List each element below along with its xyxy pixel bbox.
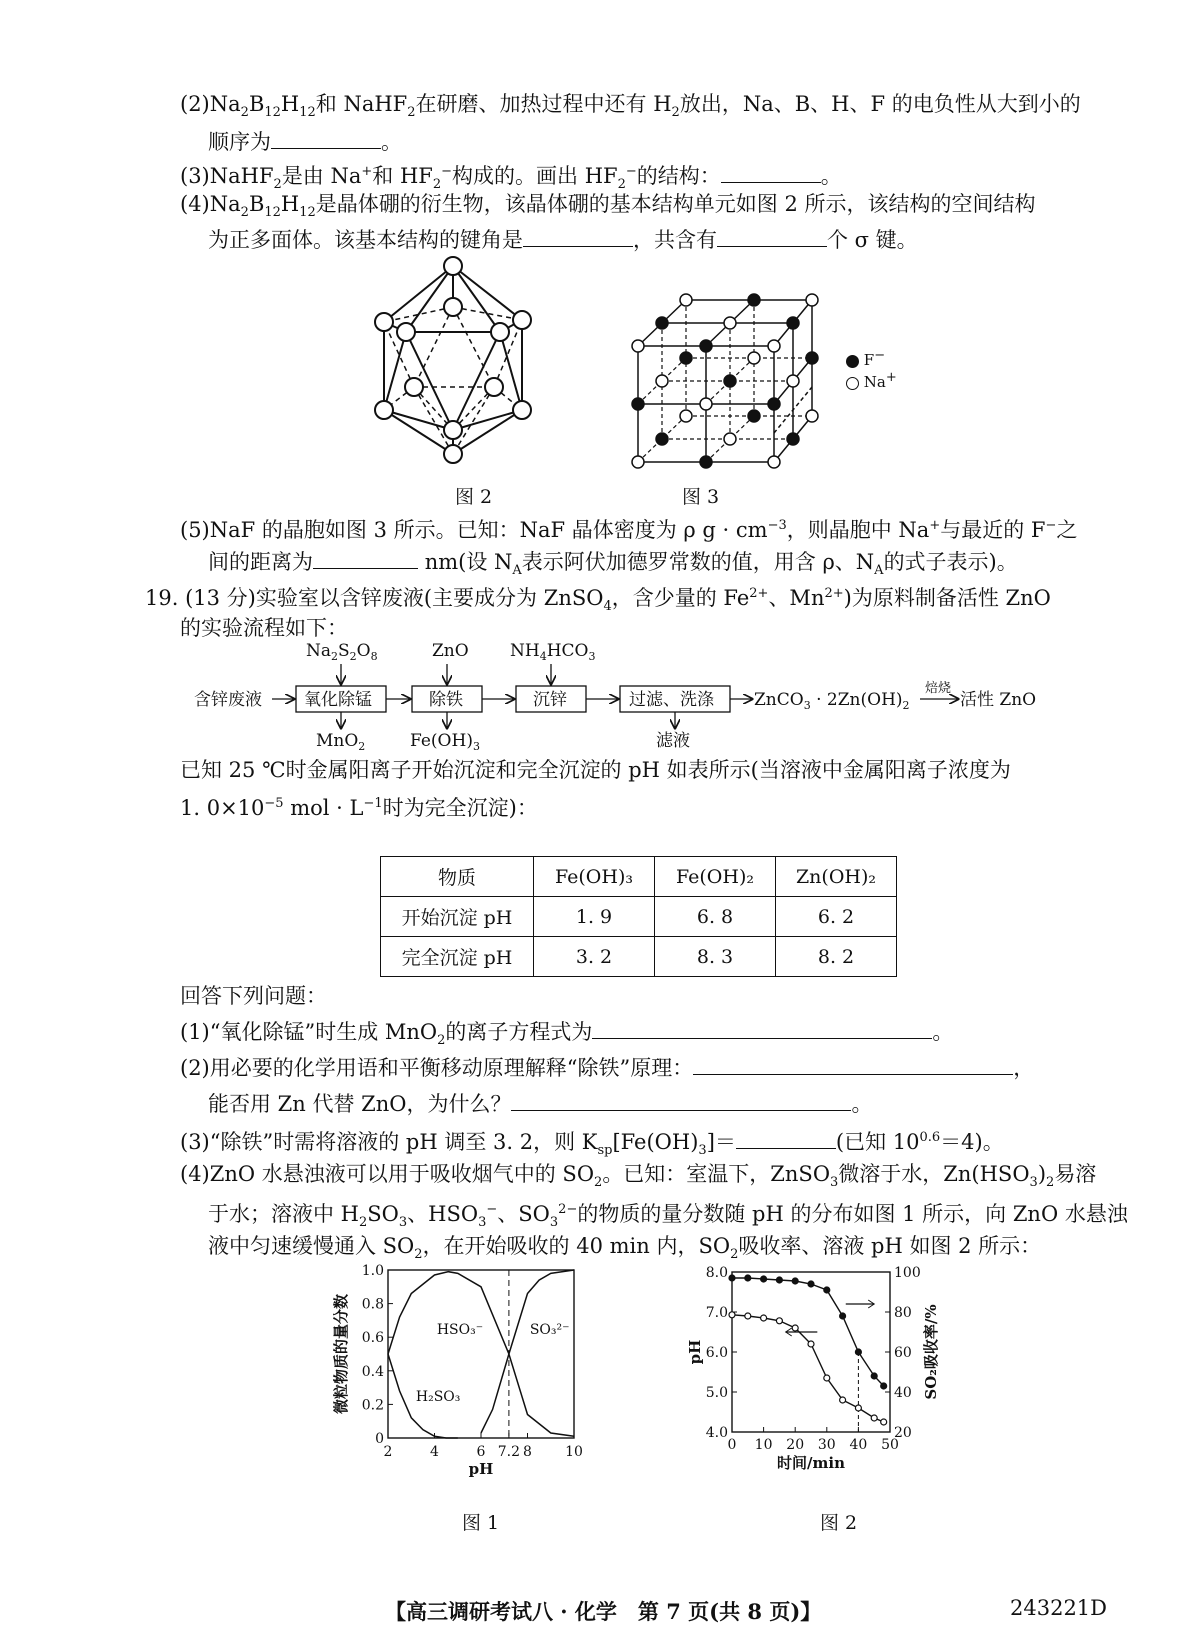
flow-final: 活性 ZnO [960,690,1037,710]
y-tick-label: 4.0 [705,1425,728,1441]
y-tick-label: 0.8 [361,1296,384,1313]
x-tick-label: 40 [849,1437,868,1453]
species-distribution-chart [330,1262,610,1502]
flow-step-zinc: 沉锌 [533,690,567,710]
page-footer-code: 243221D [1010,1596,1108,1620]
flow-roast: 焙烧 [925,681,952,696]
flow-output-1: MnO$_2$ [316,731,366,753]
data-point [745,1275,751,1281]
y-tick-label: 0.2 [361,1397,384,1414]
q18-part4-line2: 为正多面体。该基本结构的键角是 ，共含有 个 σ 键。 [208,224,918,254]
q19-sub2-line2: 能否用 Zn 代替 ZnO，为什么？ 。 [208,1088,872,1118]
x-tick-label: 0 [727,1437,737,1453]
data-point [871,1415,877,1421]
data-point [808,1281,814,1287]
x-axis-label: pH [468,1460,494,1478]
flow-step-oxidize: 氧化除锰 [304,690,372,710]
series-line [388,1272,574,1437]
data-point [792,1325,798,1331]
x-tick-label: 50 [881,1437,899,1453]
x-tick-label: 2 [383,1444,393,1460]
series-annotation: HSO₃⁻ [436,1321,484,1338]
answer-lead: 回答下列问题： [180,984,327,1008]
data-point [729,1275,735,1281]
y-axis-label: 微粒物质的量分数 [332,1293,350,1415]
q19-sub2-line1: (2)用必要的化学用语和平衡移动原理解释“除铁”原理： ， [180,1052,1034,1082]
answer-blank[interactable] [271,126,381,149]
q19-head-line1: 19. (13 分)实验室以含锌废液(主要成分为 ZnSO$_4$，含少量的 $Fe^{2+}$、$Mn^{2+}$)为原料制备活性 ZnO [145,586,1051,615]
x-tick-label: 4 [430,1444,439,1460]
data-point [776,1277,782,1283]
x-axis-label: 时间/min [777,1454,845,1472]
figure-1-caption: 图 1 [462,1512,500,1534]
flow-start: 含锌废液 [194,690,262,710]
series-annotation: H₂SO₃ [415,1389,461,1406]
figure-2-caption: 图 2 [455,486,493,508]
x-tick-label: 10 [754,1437,773,1453]
data-point [729,1312,735,1318]
y2-tick-label: 100 [894,1265,921,1281]
q19-sub4-line1: (4)ZnO 水悬浊液可以用于吸收烟气中的 $SO_2$。已知：室温下，ZnSO$_3$微溶于水，$Zn(HSO_3)_2$易溶 [180,1162,1097,1191]
y2-axis-label: SO₂吸收率/% [922,1304,940,1400]
flow-step-filter: 过滤、洗涤 [629,690,714,710]
flow-product: ZnCO$_3$ · $2Zn(OH)_2$ [754,690,910,712]
q18-part3: (3)NaHF$_2$是由 Na+和 $HF_2^-$构成的。画出 $HF_2^-$的结构： 。 [180,158,842,199]
y2-tick-label: 80 [894,1305,912,1321]
data-point [871,1373,877,1379]
flow-output-2: $Fe(OH)_3$ [410,731,480,753]
answer-blank[interactable] [592,1016,932,1039]
data-point [881,1383,887,1389]
y-tick-label: 8.0 [705,1265,728,1281]
data-point [824,1375,830,1381]
q19-sub4-line2: 于水；溶液中 $H_2SO_3$、$HSO_3^-$、$SO_3^{2-}$的物质的量分数随 pH 的分布如图 1 所示，向 ZnO 水悬浊 [208,1202,1128,1231]
data-point [745,1313,751,1319]
y2-tick-label: 20 [894,1425,912,1441]
figure-3-caption: 图 3 [682,486,720,508]
page-footer-title: 【高三调研考试八 · 化学 第 7 页(共 8 页)】 [385,1599,822,1624]
q19-head-line2: 的实验流程如下： [180,616,348,640]
legend-sodium: Na+ [846,370,897,391]
y-tick-label: 0 [375,1431,384,1447]
data-point [761,1315,767,1321]
series-annotation: SO₃²⁻ [529,1321,570,1338]
q19-known-line1: 已知 25 ℃时金属阳离子开始沉淀和完全沉淀的 pH 如表所示(当溶液中金属阳离子浓度为 [180,758,1011,782]
y-tick-label: 6.0 [705,1345,728,1361]
table-row: 开始沉淀 pH 1. 9 6. 8 6. 2 [381,897,897,937]
y-tick-label: 1.0 [361,1263,384,1279]
plot-frame [388,1270,574,1438]
flow-output-4: 滤液 [656,731,690,751]
flow-input-1: $Na_2S_2O_8$ [306,641,378,663]
data-point [776,1318,782,1324]
y-tick-label: 0.6 [361,1330,384,1347]
x-tick-label: 8 [523,1444,532,1460]
x-tick-label: 30 [817,1437,836,1453]
series-line [481,1270,574,1433]
y-axis-label: pH [686,1339,704,1365]
q18-part2-line2: 顺序为 。 [208,126,402,156]
y2-tick-label: 40 [894,1385,912,1401]
answer-blank[interactable] [736,1126,836,1149]
q18-part2-line1: $(2)Na_2B_{12}H_{12}$和 NaHF$_2$在研磨、加热过程中还有 $H_2$放出，Na、B、H、F 的电负性从大到小的 [180,92,1081,121]
q18-part5-line1: (5)NaF 的晶胞如图 3 所示。已知：NaF 晶体密度为 ρ $g \cdot cm^{-3}$，则晶胞中 Na+与最近的 F−之 [180,518,1078,542]
answer-blank[interactable] [693,1052,1013,1075]
q19-known-line2: 1. $0\times 10^{-5}$ mol · $L^{-1}$时为完全沉淀)： [180,796,538,820]
q19-sub4-line3: 液中匀速缓慢通入 $SO_2$，在开始吸收的 40 min 内，$SO_2$吸收率、溶液 pH 如图 2 所示： [208,1234,1042,1263]
data-point [840,1397,846,1403]
y-tick-label: 0.4 [361,1363,384,1380]
data-point [881,1419,887,1425]
y2-tick-label: 60 [894,1345,912,1361]
flow-input-3: $NH_4HCO_3$ [510,641,596,663]
data-point [824,1287,830,1293]
figure-2b-caption: 图 2 [820,1512,858,1534]
q18-part4-line1: $(4)Na_2B_{12}H_{12}$是晶体硼的衍生物，该晶体硼的基本结构单元如图 2 所示，该结构的空间结构 [180,192,1036,221]
q18-part5-line2: 间的距离为 nm(设 $N_A$表示阿伏加德罗常数的值，用含 ρ、$N_A$的式子表示)。 [208,546,1018,585]
table-header-row: 物质 Fe(OH)₃ Fe(OH)₂ Zn(OH)₂ [381,857,897,897]
answer-blank[interactable] [717,224,827,247]
plot-frame [732,1272,890,1432]
legend-fluoride: F− [846,348,885,369]
x-tick-label: 20 [786,1437,805,1453]
icosahedron-figure [370,252,570,472]
answer-blank[interactable] [511,1088,851,1111]
y-tick-label: 7.0 [705,1305,728,1321]
naf-unit-cell-figure [630,290,830,480]
table-row: 完全沉淀 pH 3. 2 8. 3 8. 2 [381,937,897,977]
flow-step-iron: 除铁 [429,690,463,710]
absorption-ph-chart [686,1262,990,1502]
answer-blank[interactable] [313,546,418,569]
data-point [792,1278,798,1284]
data-point [855,1349,861,1355]
process-flow-chart [190,640,1070,753]
answer-blank[interactable] [523,224,633,247]
data-point [840,1313,846,1319]
q19-sub1: (1)“氧化除锰”时生成 MnO$_2$的离子方程式为 。 [180,1016,953,1055]
data-point [855,1405,861,1411]
ph-table [380,856,897,977]
x-tick-label: 7.2 [497,1444,521,1460]
data-point [808,1341,814,1347]
answer-blank[interactable] [721,160,821,183]
x-tick-label: 10 [565,1444,583,1460]
y-tick-label: 5.0 [705,1385,728,1401]
x-tick-label: 6 [476,1444,486,1460]
data-point [761,1276,767,1282]
flow-input-2: ZnO [432,641,469,661]
q19-sub3: (3)“除铁”时需将溶液的 pH 调至 3. 2，则 $K_{sp}[Fe(OH)_3]=$ (已知 $10^{0.6}=4$)。 [180,1124,1004,1165]
